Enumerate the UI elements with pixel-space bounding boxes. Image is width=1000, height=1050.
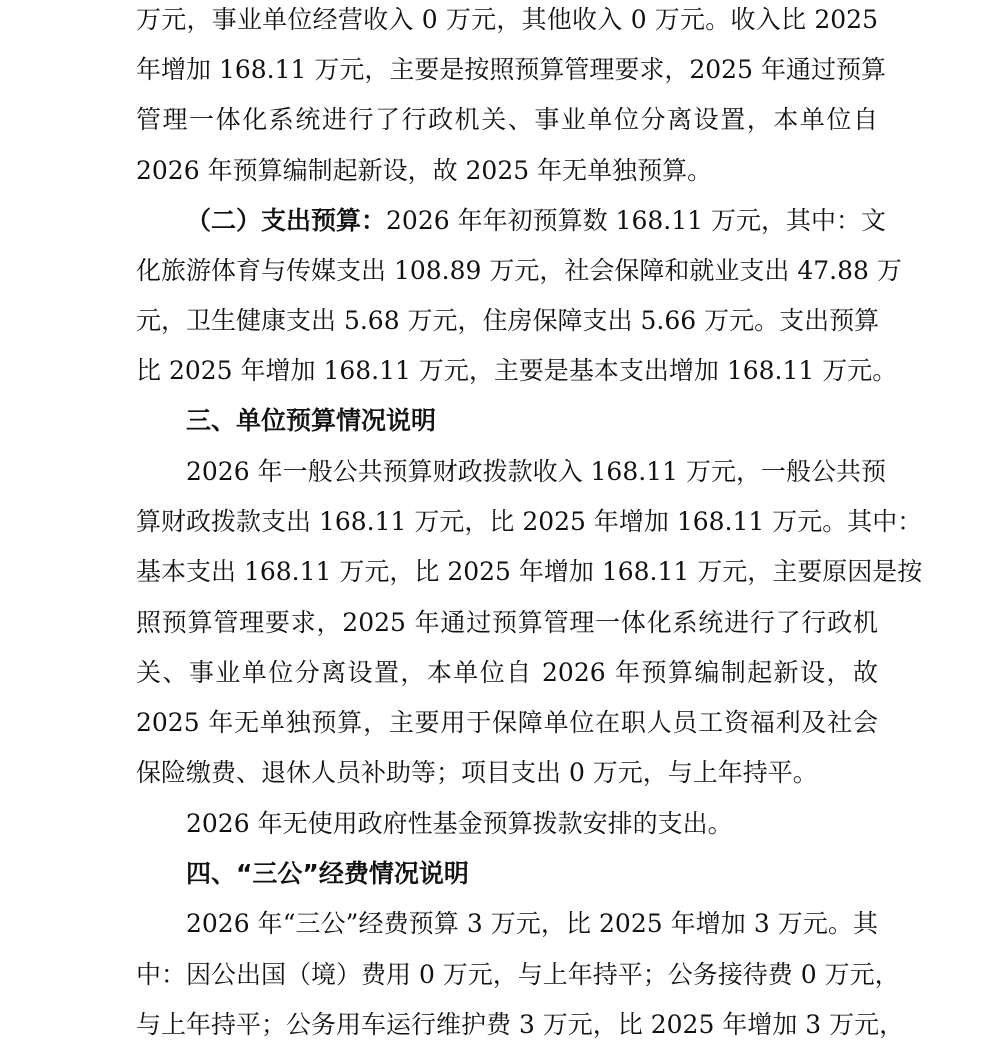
expenditure-text-1: 2026 年年初预算数 168.11 万元，其中：文 xyxy=(386,206,886,235)
section3-line-4: 照预算管理要求，2025 年通过预算管理一体化系统进行了行政机 xyxy=(136,608,878,637)
section3-line-6: 2025 年无单独预算，主要用于保障单位在职人员工资福利及社会 xyxy=(136,708,878,737)
section4-line-1: 2026 年“三公”经费预算 3 万元，比 2025 年增加 3 万元。其 xyxy=(186,909,878,938)
income-line-2: 年增加 168.11 万元，主要是按照预算管理要求，2025 年通过预算 xyxy=(136,55,886,84)
expenditure-line-1 xyxy=(186,196,886,246)
section3-line-2: 算财政拨款支出 168.11 万元，比 2025 年增加 168.11 万元。其中： xyxy=(136,507,923,536)
expenditure-line-3: 元，卫生健康支出 5.68 万元，住房保障支出 5.66 万元。支出预算 xyxy=(136,306,880,335)
income-line-3: 管理一体化系统进行了行政机关、事业单位分离设置，本单位自 xyxy=(136,105,878,134)
section3-line-1: 2026 年一般公共预算财政拨款收入 168.11 万元，一般公共预 xyxy=(186,457,886,486)
section4-line-2: 中：因公出国（境）费用 0 万元，与上年持平；公务接待费 0 万元， xyxy=(136,960,900,989)
section3-heading: 三、单位预算情况说明 xyxy=(186,406,437,435)
income-line-4: 2026 年预算编制起新设，故 2025 年无单独预算。 xyxy=(136,156,713,185)
expenditure-line-4: 比 2025 年增加 168.11 万元，主要是基本支出增加 168.11 万元。 xyxy=(136,356,898,385)
section3-line-3: 基本支出 168.11 万元，比 2025 年增加 168.11 万元，主要原因是按 xyxy=(136,557,923,586)
fund-line: 2026 年无使用政府性基金预算拨款安排的支出。 xyxy=(186,809,733,838)
section4-heading: 四、“三公”经费情况说明 xyxy=(186,859,469,888)
expenditure-label: （二）支出预算： xyxy=(186,206,387,235)
section4-line-3: 与上年持平；公务用车运行维护费 3 万元，比 2025 年增加 3 万元， xyxy=(136,1010,905,1039)
section3-line-5: 关、事业单位分离设置，本单位自 2026 年预算编制起新设，故 xyxy=(136,658,878,687)
income-line-1: 万元，事业单位经营收入 0 万元，其他收入 0 万元。收入比 2025 xyxy=(136,5,878,34)
expenditure-line-2: 化旅游体育与传媒支出 108.89 万元，社会保障和就业支出 47.88 万 xyxy=(136,256,902,285)
section3-line-7: 保险缴费、退休人员补助等；项目支出 0 万元，与上年持平。 xyxy=(136,758,818,787)
